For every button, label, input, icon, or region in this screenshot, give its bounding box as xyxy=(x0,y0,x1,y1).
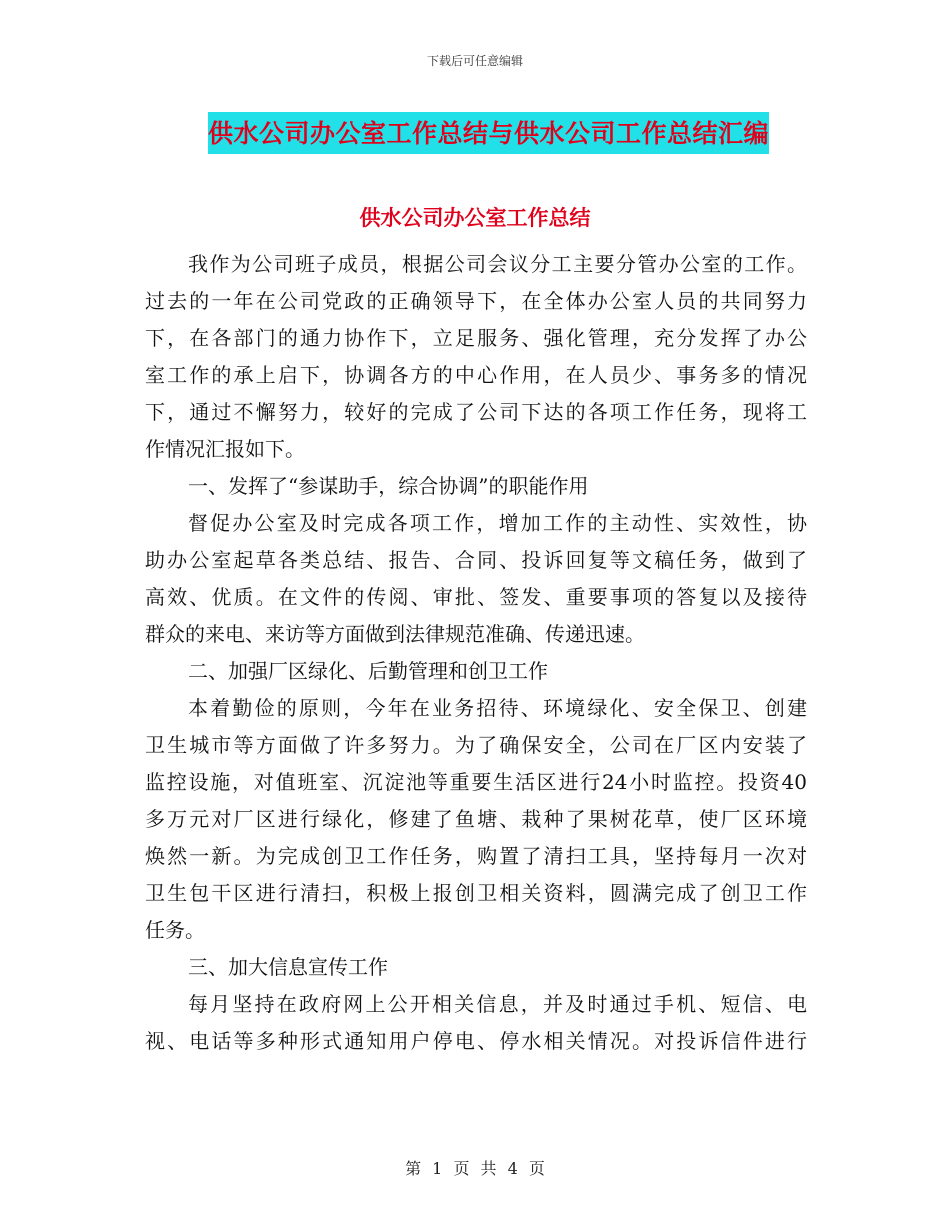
body-line: 焕然一新。为完成创卫工作任务，购置了清扫工具，坚持每月一次对 xyxy=(145,844,807,868)
body-line: 下，在各部门的通力协作下，立足服务、强化管理，充分发挥了办公 xyxy=(145,326,807,350)
page-footer: 第 1 页 共 4 页 xyxy=(405,1159,545,1178)
body-line: 室工作的承上启下，协调各方的中心作用，在人员少、事务多的情况 xyxy=(145,363,807,387)
body-line: 高效、优质。在文件的传阅、审批、签发、重要事项的答复以及接待 xyxy=(145,585,807,609)
body-line: 每月坚持在政府网上公开相关信息，并及时通过手机、短信、电 xyxy=(188,992,807,1016)
body-line: 二、加强厂区绿化、后勤管理和创卫工作 xyxy=(188,659,548,683)
section-title: 供水公司办公室工作总结 xyxy=(359,206,591,230)
body-line: 我作为公司班子成员，根据公司会议分工主要分管办公室的工作。 xyxy=(188,252,807,276)
body-line: 任务。 xyxy=(145,918,205,942)
body-line: 多万元对厂区进行绿化，修建了鱼塘、栽种了果树花草，使厂区环境 xyxy=(145,807,807,831)
body-line: 下，通过不懈努力，较好的完成了公司下达的各项工作任务，现将工 xyxy=(145,400,807,424)
document-title: 供水公司办公室工作总结与供水公司工作总结汇编 xyxy=(208,112,769,154)
body-line: 作情况汇报如下。 xyxy=(145,437,305,461)
body-line: 卫生城市等方面做了许多努力。为了确保安全，公司在厂区内安装了 xyxy=(145,733,807,757)
body-line: 过去的一年在公司党政的正确领导下，在全体办公室人员的共同努力 xyxy=(145,289,807,313)
body-line: 群众的来电、来访等方面做到法律规范准确、传递迅速。 xyxy=(145,622,645,646)
header-note: 下载后可任意编辑 xyxy=(426,54,523,68)
document-body xyxy=(145,246,807,1060)
body-line: 视、电话等多种形式通知用户停电、停水相关情况。对投诉信件进行 xyxy=(145,1029,807,1053)
body-line: 监控设施，对值班室、沉淀池等重要生活区进行24小时监控。投资40 xyxy=(145,770,807,794)
body-line: 卫生包干区进行清扫，积极上报创卫相关资料，圆满完成了创卫工作 xyxy=(145,881,807,905)
body-line: 助办公室起草各类总结、报告、合同、投诉回复等文稿任务，做到了 xyxy=(145,548,807,572)
body-line: 督促办公室及时完成各项工作，增加工作的主动性、实效性，协 xyxy=(188,511,807,535)
body-line: 一、发挥了“参谋助手，综合协调”的职能作用 xyxy=(188,474,589,498)
body-line: 本着勤俭的原则，今年在业务招待、环境绿化、安全保卫、创建 xyxy=(188,696,807,720)
body-line: 三、加大信息宣传工作 xyxy=(188,955,388,979)
